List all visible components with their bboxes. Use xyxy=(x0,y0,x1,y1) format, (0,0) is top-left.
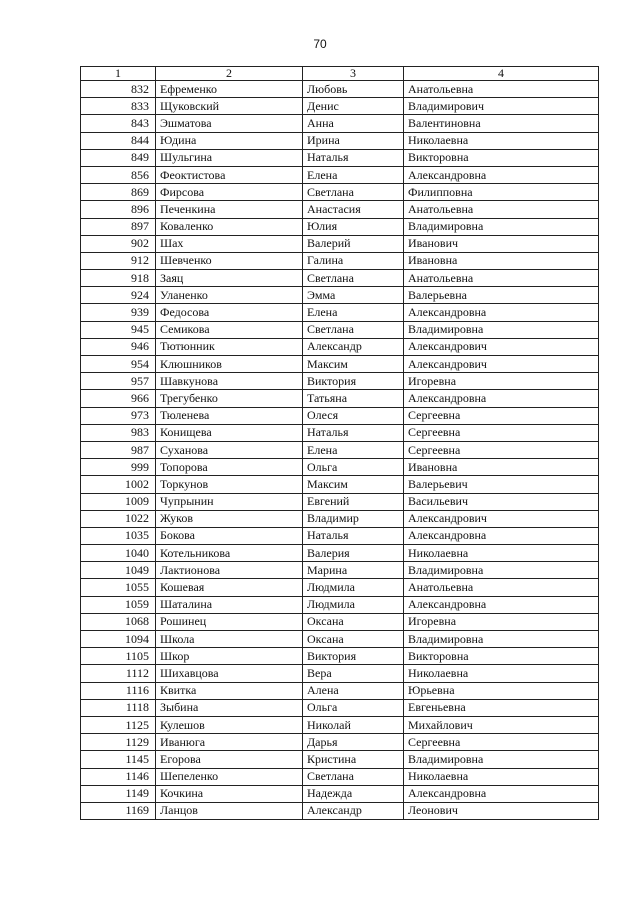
table-row xyxy=(81,252,599,269)
first-name-cell: Наталья xyxy=(303,424,404,441)
record-number-cell: 1118 xyxy=(81,699,156,716)
record-number-cell: 1068 xyxy=(81,613,156,630)
patronymic-cell: Валерьевич xyxy=(404,476,599,493)
first-name-cell: Светлана xyxy=(303,768,404,785)
patronymic-cell: Игоревна xyxy=(404,613,599,630)
record-number-cell: 918 xyxy=(81,270,156,287)
last-name-cell: Торкунов xyxy=(156,476,303,493)
first-name-cell: Светлана xyxy=(303,184,404,201)
first-name-cell: Ольга xyxy=(303,459,404,476)
first-name-cell: Анна xyxy=(303,115,404,132)
table-row xyxy=(81,218,599,235)
last-name-cell: Шкор xyxy=(156,648,303,665)
table-row xyxy=(81,149,599,166)
last-name-cell: Коваленко xyxy=(156,218,303,235)
table-body xyxy=(81,81,599,820)
patronymic-cell: Александрович xyxy=(404,356,599,373)
patronymic-cell: Анатольевна xyxy=(404,201,599,218)
first-name-cell: Олеся xyxy=(303,407,404,424)
last-name-cell: Ланцов xyxy=(156,802,303,819)
last-name-cell: Рошинец xyxy=(156,613,303,630)
last-name-cell: Феоктистова xyxy=(156,166,303,183)
patronymic-cell: Владимировна xyxy=(404,562,599,579)
last-name-cell: Клюшников xyxy=(156,356,303,373)
patronymic-cell: Александрович xyxy=(404,338,599,355)
patronymic-cell: Владимировна xyxy=(404,631,599,648)
first-name-cell: Светлана xyxy=(303,270,404,287)
record-number-cell: 1146 xyxy=(81,768,156,785)
last-name-cell: Юдина xyxy=(156,132,303,149)
last-name-cell: Котельникова xyxy=(156,545,303,562)
last-name-cell: Тюленева xyxy=(156,407,303,424)
table-row xyxy=(81,579,599,596)
patronymic-cell: Сергеевна xyxy=(404,441,599,458)
table-row xyxy=(81,648,599,665)
patronymic-cell: Анатольевна xyxy=(404,81,599,98)
last-name-cell: Чупрынин xyxy=(156,493,303,510)
last-name-cell: Шепеленко xyxy=(156,768,303,785)
table-row xyxy=(81,459,599,476)
patronymic-cell: Анатольевна xyxy=(404,270,599,287)
last-name-cell: Трегубенко xyxy=(156,390,303,407)
table-row xyxy=(81,716,599,733)
patronymic-cell: Александровна xyxy=(404,596,599,613)
table-row xyxy=(81,751,599,768)
last-name-cell: Шаталина xyxy=(156,596,303,613)
patronymic-cell: Ивановна xyxy=(404,252,599,269)
record-number-cell: 924 xyxy=(81,287,156,304)
table-row xyxy=(81,287,599,304)
first-name-cell: Евгений xyxy=(303,493,404,510)
patronymic-cell: Игоревна xyxy=(404,373,599,390)
table-row xyxy=(81,321,599,338)
first-name-cell: Денис xyxy=(303,98,404,115)
patronymic-cell: Викторовна xyxy=(404,149,599,166)
column-header-3: 3 xyxy=(303,67,404,81)
first-name-cell: Валерий xyxy=(303,235,404,252)
table-row xyxy=(81,115,599,132)
record-number-cell: 1002 xyxy=(81,476,156,493)
last-name-cell: Заяц xyxy=(156,270,303,287)
record-number-cell: 843 xyxy=(81,115,156,132)
patronymic-cell: Сергеевна xyxy=(404,734,599,751)
first-name-cell: Александр xyxy=(303,338,404,355)
table-row xyxy=(81,682,599,699)
record-number-cell: 869 xyxy=(81,184,156,201)
last-name-cell: Щуковский xyxy=(156,98,303,115)
patronymic-cell: Сергеевна xyxy=(404,407,599,424)
first-name-cell: Виктория xyxy=(303,648,404,665)
record-number-cell: 999 xyxy=(81,459,156,476)
last-name-cell: Егорова xyxy=(156,751,303,768)
record-number-cell: 1129 xyxy=(81,734,156,751)
patronymic-cell: Леонович xyxy=(404,802,599,819)
record-number-cell: 896 xyxy=(81,201,156,218)
table-row xyxy=(81,510,599,527)
first-name-cell: Максим xyxy=(303,476,404,493)
record-number-cell: 1094 xyxy=(81,631,156,648)
first-name-cell: Юлия xyxy=(303,218,404,235)
record-number-cell: 1125 xyxy=(81,716,156,733)
last-name-cell: Федосова xyxy=(156,304,303,321)
patronymic-cell: Владимировна xyxy=(404,751,599,768)
patronymic-cell: Иванович xyxy=(404,235,599,252)
table-row xyxy=(81,98,599,115)
table-row xyxy=(81,424,599,441)
patronymic-cell: Александровна xyxy=(404,390,599,407)
column-header-2: 2 xyxy=(156,67,303,81)
table-row xyxy=(81,699,599,716)
last-name-cell: Эшматова xyxy=(156,115,303,132)
patronymic-cell: Николаевна xyxy=(404,768,599,785)
first-name-cell: Николай xyxy=(303,716,404,733)
first-name-cell: Елена xyxy=(303,166,404,183)
patronymic-cell: Васильевич xyxy=(404,493,599,510)
first-name-cell: Людмила xyxy=(303,596,404,613)
first-name-cell: Дарья xyxy=(303,734,404,751)
record-number-cell: 1112 xyxy=(81,665,156,682)
first-name-cell: Эмма xyxy=(303,287,404,304)
patronymic-cell: Николаевна xyxy=(404,665,599,682)
record-number-cell: 1055 xyxy=(81,579,156,596)
record-number-cell: 987 xyxy=(81,441,156,458)
patronymic-cell: Анатольевна xyxy=(404,579,599,596)
table-row xyxy=(81,166,599,183)
patronymic-cell: Филипповна xyxy=(404,184,599,201)
last-name-cell: Конищева xyxy=(156,424,303,441)
last-name-cell: Школа xyxy=(156,631,303,648)
last-name-cell: Уланенко xyxy=(156,287,303,304)
first-name-cell: Оксана xyxy=(303,613,404,630)
patronymic-cell: Михайлович xyxy=(404,716,599,733)
first-name-cell: Оксана xyxy=(303,631,404,648)
first-name-cell: Ирина xyxy=(303,132,404,149)
record-number-cell: 1145 xyxy=(81,751,156,768)
table-row xyxy=(81,270,599,287)
record-number-cell: 912 xyxy=(81,252,156,269)
patronymic-cell: Александровна xyxy=(404,304,599,321)
table-row xyxy=(81,201,599,218)
table-row xyxy=(81,476,599,493)
patronymic-cell: Владимирович xyxy=(404,98,599,115)
table-row xyxy=(81,373,599,390)
record-number-cell: 832 xyxy=(81,81,156,98)
last-name-cell: Квитка xyxy=(156,682,303,699)
last-name-cell: Шавкунова xyxy=(156,373,303,390)
last-name-cell: Суханова xyxy=(156,441,303,458)
table-row xyxy=(81,132,599,149)
table-row xyxy=(81,545,599,562)
page-number: 70 xyxy=(313,37,327,51)
table-row xyxy=(81,785,599,802)
record-number-cell: 844 xyxy=(81,132,156,149)
patronymic-cell: Александровна xyxy=(404,785,599,802)
first-name-cell: Надежда xyxy=(303,785,404,802)
table-row xyxy=(81,441,599,458)
first-name-cell: Марина xyxy=(303,562,404,579)
last-name-cell: Шах xyxy=(156,235,303,252)
last-name-cell: Печенкина xyxy=(156,201,303,218)
last-name-cell: Топорова xyxy=(156,459,303,476)
first-name-cell: Наталья xyxy=(303,527,404,544)
last-name-cell: Лактионова xyxy=(156,562,303,579)
record-number-cell: 902 xyxy=(81,235,156,252)
record-number-cell: 1035 xyxy=(81,527,156,544)
table-row xyxy=(81,768,599,785)
table-row xyxy=(81,562,599,579)
table-row xyxy=(81,493,599,510)
record-number-cell: 1105 xyxy=(81,648,156,665)
last-name-cell: Семикова xyxy=(156,321,303,338)
record-number-cell: 1009 xyxy=(81,493,156,510)
record-number-cell: 1116 xyxy=(81,682,156,699)
table-row xyxy=(81,734,599,751)
table-row xyxy=(81,81,599,98)
table-row xyxy=(81,304,599,321)
last-name-cell: Зыбина xyxy=(156,699,303,716)
record-number-cell: 1040 xyxy=(81,545,156,562)
first-name-cell: Светлана xyxy=(303,321,404,338)
first-name-cell: Людмила xyxy=(303,579,404,596)
table-row xyxy=(81,527,599,544)
record-number-cell: 1059 xyxy=(81,596,156,613)
last-name-cell: Шихавцова xyxy=(156,665,303,682)
first-name-cell: Любовь xyxy=(303,81,404,98)
table-row xyxy=(81,356,599,373)
table-row xyxy=(81,338,599,355)
last-name-cell: Тютюнник xyxy=(156,338,303,355)
last-name-cell: Бокова xyxy=(156,527,303,544)
patronymic-cell: Владимировна xyxy=(404,218,599,235)
record-number-cell: 957 xyxy=(81,373,156,390)
last-name-cell: Иванюга xyxy=(156,734,303,751)
first-name-cell: Владимир xyxy=(303,510,404,527)
patronymic-cell: Владимировна xyxy=(404,321,599,338)
first-name-cell: Татьяна xyxy=(303,390,404,407)
record-number-cell: 856 xyxy=(81,166,156,183)
record-number-cell: 966 xyxy=(81,390,156,407)
record-number-cell: 939 xyxy=(81,304,156,321)
patronymic-cell: Николаевна xyxy=(404,545,599,562)
table-row xyxy=(81,596,599,613)
patronymic-cell: Александрович xyxy=(404,510,599,527)
record-number-cell: 849 xyxy=(81,149,156,166)
first-name-cell: Ольга xyxy=(303,699,404,716)
last-name-cell: Шульгина xyxy=(156,149,303,166)
patronymic-cell: Сергеевна xyxy=(404,424,599,441)
record-number-cell: 983 xyxy=(81,424,156,441)
first-name-cell: Алена xyxy=(303,682,404,699)
record-number-cell: 946 xyxy=(81,338,156,355)
last-name-cell: Фирсова xyxy=(156,184,303,201)
first-name-cell: Максим xyxy=(303,356,404,373)
first-name-cell: Наталья xyxy=(303,149,404,166)
first-name-cell: Елена xyxy=(303,441,404,458)
patronymic-cell: Валентиновна xyxy=(404,115,599,132)
patronymic-cell: Викторовна xyxy=(404,648,599,665)
record-number-cell: 1049 xyxy=(81,562,156,579)
patronymic-cell: Евгеньевна xyxy=(404,699,599,716)
record-number-cell: 945 xyxy=(81,321,156,338)
patronymic-cell: Ивановна xyxy=(404,459,599,476)
record-number-cell: 897 xyxy=(81,218,156,235)
last-name-cell: Кулешов xyxy=(156,716,303,733)
last-name-cell: Шевченко xyxy=(156,252,303,269)
last-name-cell: Кочкина xyxy=(156,785,303,802)
record-number-cell: 1022 xyxy=(81,510,156,527)
column-header-4: 4 xyxy=(404,67,599,81)
first-name-cell: Александр xyxy=(303,802,404,819)
first-name-cell: Виктория xyxy=(303,373,404,390)
first-name-cell: Кристина xyxy=(303,751,404,768)
last-name-cell: Кошевая xyxy=(156,579,303,596)
record-number-cell: 954 xyxy=(81,356,156,373)
table-row xyxy=(81,390,599,407)
last-name-cell: Жуков xyxy=(156,510,303,527)
patronymic-cell: Валерьевна xyxy=(404,287,599,304)
roster-table xyxy=(80,66,599,820)
table-row xyxy=(81,407,599,424)
table-row xyxy=(81,184,599,201)
table-row xyxy=(81,665,599,682)
table-row xyxy=(81,235,599,252)
first-name-cell: Валерия xyxy=(303,545,404,562)
table-row xyxy=(81,613,599,630)
record-number-cell: 833 xyxy=(81,98,156,115)
column-header-1: 1 xyxy=(81,67,156,81)
record-number-cell: 1149 xyxy=(81,785,156,802)
table-row xyxy=(81,631,599,648)
record-number-cell: 973 xyxy=(81,407,156,424)
first-name-cell: Галина xyxy=(303,252,404,269)
table-row xyxy=(81,802,599,819)
record-number-cell: 1169 xyxy=(81,802,156,819)
first-name-cell: Вера xyxy=(303,665,404,682)
patronymic-cell: Юрьевна xyxy=(404,682,599,699)
patronymic-cell: Александровна xyxy=(404,166,599,183)
last-name-cell: Ефременко xyxy=(156,81,303,98)
patronymic-cell: Николаевна xyxy=(404,132,599,149)
patronymic-cell: Александровна xyxy=(404,527,599,544)
first-name-cell: Елена xyxy=(303,304,404,321)
table-header-row xyxy=(81,67,599,81)
first-name-cell: Анастасия xyxy=(303,201,404,218)
